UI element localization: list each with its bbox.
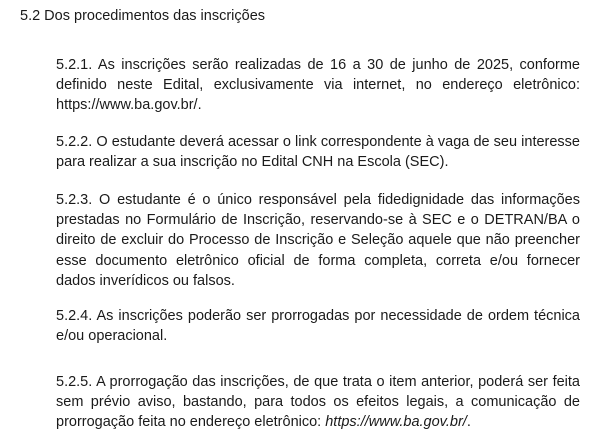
clause-5-2-5-text: 5.2.5. A prorrogação das inscrições, de que trata o item anterior, poderá ser feita sem prévio aviso, bastando, para todos os efeitos legais, a comunicação de prorrogação feita no endereço eletrônico: [56,374,580,431]
clause-5-2-1: 5.2.1. As inscrições serão realizadas de 16 a 30 de junho de 2025, conforme definido neste Edital, exclusivamente via internet, no endereço eletrônico: https://www.ba.gov.br/. [56,57,580,114]
clause-5-2-5-end: . [466,414,471,431]
clause-5-2-5-url: https://www.ba.gov.br/ [325,414,467,431]
clause-5-2-5 [56,372,580,433]
clause-5-2-2: 5.2.2. O estudante deverá acessar o link correspondente à vaga de seu interesse para realizar a sua inscrição no Edital CNH na Escola (SEC). [56,134,580,171]
clause-5-2-4: 5.2.4. As inscrições poderão ser prorrogadas por necessidade de ordem técnica e/ou operacional. [56,308,580,345]
clause-5-2-3: 5.2.3. O estudante é o único responsável pela fidedignidade das informações prestadas no Formulário de Inscrição, reservando-se à SEC e o DETRAN/BA o direito de excluir do Processo de Inscrição e Seleção aquele que não preencher esse documento eletrônico oficial de forma completa, correta e/ou fornecer dados inverídicos ou falsos. [56,192,580,289]
section-heading: 5.2 Dos procedimentos das inscrições [20,8,266,24]
